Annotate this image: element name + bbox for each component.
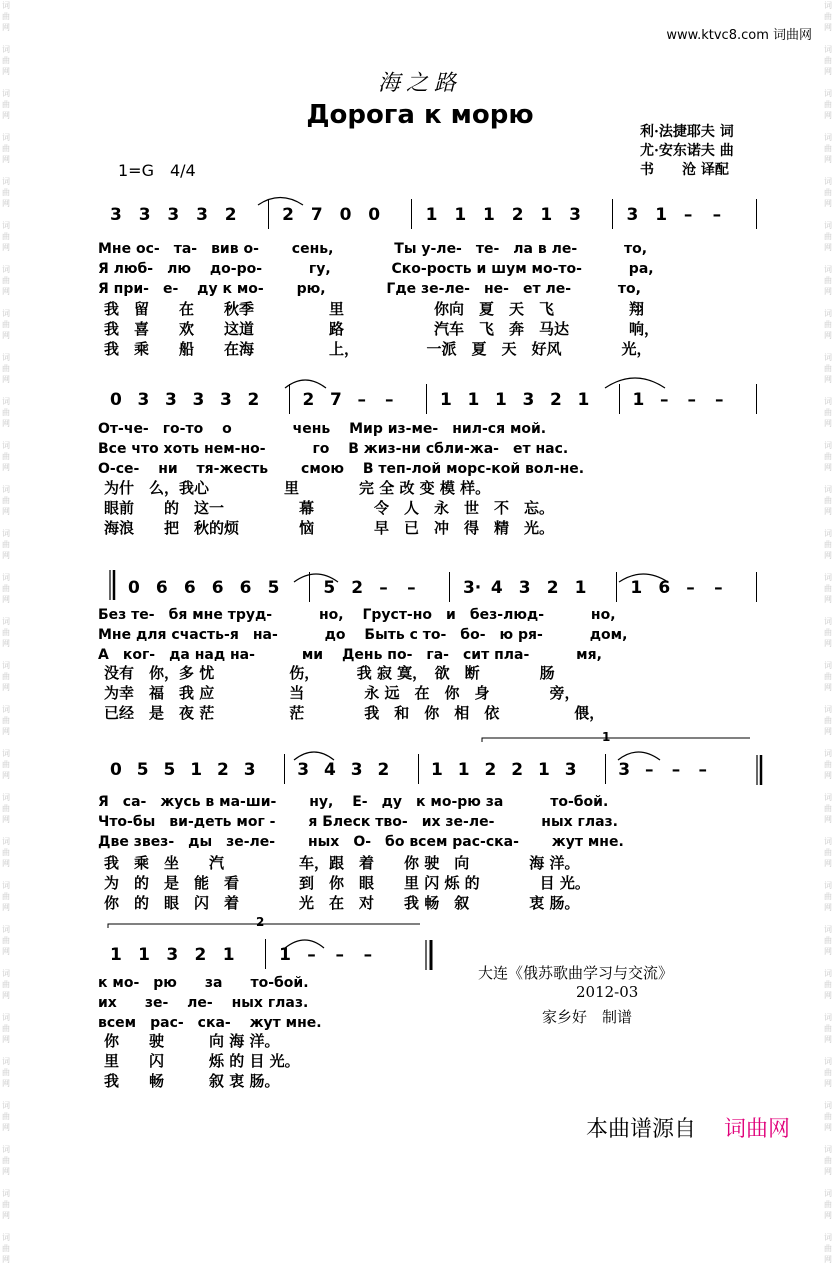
note: 1 <box>577 390 590 410</box>
note: – <box>335 945 344 965</box>
note: 4 <box>490 578 503 598</box>
lyric-russian-line: к мо- рю за то-бой. <box>98 975 309 991</box>
note: 2 <box>247 390 260 410</box>
lyric-russian-line: всем рас- ска- жут мне. <box>98 1015 322 1031</box>
note: 5 <box>267 578 280 598</box>
note: 4 <box>324 760 336 780</box>
note: 1 <box>574 578 587 598</box>
note: 0 <box>368 205 381 225</box>
note: 0 <box>128 578 140 598</box>
note: 3 <box>192 390 205 410</box>
note: 3 <box>165 390 177 410</box>
note: 1 <box>222 945 235 965</box>
note: – <box>407 578 416 598</box>
credit-translation: 书 沧 译配 <box>640 162 729 178</box>
note: 0 <box>339 205 352 225</box>
note: 5 <box>323 578 336 598</box>
note: – <box>687 390 696 410</box>
note: 1 <box>190 760 203 780</box>
note: 2 <box>302 390 315 410</box>
note: 6 <box>211 578 224 598</box>
note: 3 <box>243 760 256 780</box>
note: 2 <box>351 578 364 598</box>
note: 0 <box>110 760 122 780</box>
note: 6 <box>658 578 671 598</box>
note: 3 <box>138 205 151 225</box>
lyric-russian-line: Две звез- ды зе-ле- ных О- бо всем рас-ска- жут мне. <box>98 834 624 850</box>
note: 1 <box>632 390 645 410</box>
note: 3 <box>110 205 122 225</box>
note: – <box>363 945 373 965</box>
source-label: 本曲谱源自 <box>586 1117 697 1142</box>
note: 5 <box>136 760 149 780</box>
note: – <box>714 578 723 598</box>
note: 6 <box>183 578 196 598</box>
lyric-russian-line: Я при- е- ду к мо- рю, Где зе-ле- не- ет ле- то, <box>98 281 641 297</box>
lyric-chinese-line: 海浪 把 秋的烦 恼 早 已 冲 得 精 光。 <box>104 519 555 537</box>
lyric-chinese-line: 我 畅 叙 衷 肠。 <box>104 1072 280 1090</box>
note: 1 <box>425 205 438 225</box>
note: 2 <box>217 760 229 780</box>
note: 1 <box>457 760 470 780</box>
note: 6 <box>239 578 252 598</box>
note: 5 <box>163 760 176 780</box>
lyric-chinese-line: 为 的 是 能 看 到 你 眼 里 闪 烁 的 目 光。 <box>104 874 590 892</box>
note: 2 <box>511 760 524 780</box>
note: 3 <box>618 760 631 780</box>
note: – <box>683 205 693 225</box>
note: 3 <box>522 390 535 410</box>
footer-date: 2012-03 <box>576 983 639 1001</box>
lyric-chinese-line: 我 乘 船 在海 上， 一派 夏 天 好风 光， <box>104 340 652 358</box>
lyric-chinese-line: 已经 是 夜 茫 茫 我 和 你 相 依 偎， <box>104 704 605 722</box>
note: – <box>712 205 722 225</box>
note: 1 <box>655 205 668 225</box>
note: 2 <box>511 205 524 225</box>
note: 0 <box>110 390 122 410</box>
note: – <box>715 390 724 410</box>
lyric-russian-line: А ког- да над на- ми День по- га- сит пла- мя, <box>98 647 602 663</box>
lyric-russian-line: Без те- бя мне труд- но, Груст-но и без-люд- но, <box>98 607 616 623</box>
note: 1 <box>138 945 151 965</box>
key-signature: 1=G 4/4 <box>118 161 196 180</box>
note: 1 <box>454 205 467 225</box>
note: 2 <box>550 390 562 410</box>
note: – <box>385 390 394 410</box>
footer-maker: 家乡好 制谱 <box>542 1008 633 1026</box>
lyric-chinese-line: 眼前 的 这一 幕 令 人 永 世 不 忘。 <box>104 499 555 517</box>
note: 2 <box>546 578 559 598</box>
lyric-chinese-line: 我 乘 坐 汽 车，跟 着 你 驶 向 海 洋。 <box>104 854 580 872</box>
note: 3 <box>626 205 639 225</box>
watermark-left: 词 曲 网 词 曲 网 词 曲 网 词 曲 网 词 曲 网 词 曲 网 词 曲 网 词 曲 网 词 曲 网 词 曲 网 词 曲 网 词 曲 网 词 曲 网 词 曲 网 词 曲 网 词 曲 网 词 曲 网 词 曲 网 词 曲 网 词 曲 网 词 曲 网 词 曲 网 词 曲 网 词 曲 网 词 曲 网 词 曲 网 词 曲 网 词 曲 网 词 曲 网 <box>2 1 10 1264</box>
note: 2 <box>224 205 237 225</box>
note: 1 <box>630 578 643 598</box>
credit-lyrics: 利·法捷耶夫 词 <box>640 124 734 140</box>
lyric-chinese-line: 你 驶 向 海 洋。 <box>104 1032 280 1050</box>
lyric-russian-line: их зе- ле- ных глаз. <box>98 995 309 1011</box>
note: – <box>686 578 695 598</box>
lyric-chinese-line: 为幸 福 我 应 当 永 远 在 你 身 旁， <box>104 684 580 702</box>
lyric-russian-line: От-че- го-то о чень Мир из-ме- нил-ся мой. <box>98 421 547 437</box>
title-chinese: 海之路 <box>377 71 462 96</box>
lyric-russian-line: О-се- ни тя-жесть смою В теп-лой морс-кой вол-не. <box>98 461 585 477</box>
lyric-russian-line: Все что хоть нем-но- го В жиз-ни сбли-жа- ет нас. <box>98 441 569 457</box>
lyric-chinese-line: 为什 么，我心 里 完 全 改 变 模 样。 <box>104 479 491 497</box>
note: 1 <box>467 390 480 410</box>
lyric-russian-line: Что-бы ви-деть мог - я Блеск тво- их зе-ле- ных глаз. <box>98 814 619 830</box>
note: – <box>307 945 316 965</box>
credit-music: 尤·安东诺夫 曲 <box>640 143 734 159</box>
note: 3 <box>196 205 208 225</box>
lyric-chinese-line: 没有 你，多 忧 伤， 我 寂 寞， 欲 断 肠 <box>104 664 555 682</box>
note: 2 <box>484 760 497 780</box>
note: 3· <box>462 578 482 598</box>
note: 3 <box>564 760 577 780</box>
lyric-russian-line: Мне ос- та- вив о- сень, Ты у-ле- те- ла в ле- то, <box>98 241 648 257</box>
note: 3 <box>297 760 310 780</box>
note: 1 <box>279 945 291 965</box>
note: 7 <box>310 205 323 225</box>
note: 3 <box>167 205 180 225</box>
note: – <box>645 760 654 780</box>
note: – <box>660 390 669 410</box>
note: 1 <box>431 760 443 780</box>
note: 1 <box>540 205 553 225</box>
note: – <box>698 760 707 780</box>
note: 1 <box>495 390 507 410</box>
note: – <box>357 390 366 410</box>
lyric-russian-line: Мне для счасть-я на- до Быть с то- бо- ю ря- дом, <box>98 627 628 643</box>
note: 2 <box>194 945 207 965</box>
footer-org: 大连《俄苏歌曲学习与交流》 <box>478 964 674 982</box>
lyric-russian-line: Я люб- лю до-ро- гу, Ско-рость и шум мо-то- ра, <box>98 261 654 277</box>
note: 3 <box>166 945 179 965</box>
note: 3 <box>137 390 150 410</box>
brand-logo[interactable]: 词曲网 <box>724 1117 791 1142</box>
note: 1 <box>483 205 495 225</box>
note: – <box>379 578 388 598</box>
lyric-chinese-line: 我 喜 欢 这道 路 汽车 飞 奔 马达 响， <box>104 320 660 338</box>
volta-number: 1 <box>602 730 611 744</box>
note: 3 <box>220 390 232 410</box>
note: 2 <box>377 760 390 780</box>
note: 1 <box>440 390 452 410</box>
note: 3 <box>518 578 531 598</box>
note: 3 <box>350 760 363 780</box>
watermark-right: 词 曲 网 词 曲 网 词 曲 网 词 曲 网 词 曲 网 词 曲 网 词 曲 网 词 曲 网 词 曲 网 词 曲 网 词 曲 网 词 曲 网 词 曲 网 词 曲 网 词 曲 网 词 曲 网 词 曲 网 词 曲 网 词 曲 网 词 曲 网 词 曲 网 词 曲 网 词 曲 网 词 曲 网 词 曲 网 词 曲 网 词 曲 网 词 曲 网 词 曲 网 <box>824 1 832 1264</box>
note: 6 <box>155 578 168 598</box>
note: 2 <box>282 205 295 225</box>
lyric-russian-line: Я са- жусь в ма-ши- ну, Е- ду к мо-рю за то-бой. <box>98 794 609 810</box>
note: 1 <box>538 760 550 780</box>
lyric-chinese-line: 你 的 眼 闪 着 光 在 对 我 畅 叙 衷 肠。 <box>104 894 580 912</box>
lyric-chinese-line: 里 闪 烁 的 目 光。 <box>104 1052 300 1070</box>
volta-number: 2 <box>256 915 265 929</box>
site-url[interactable]: www.ktvc8.com 词曲网 <box>666 28 812 43</box>
lyric-chinese-line: 我 留 在 秋季 里 你向 夏 天 飞 翔 <box>104 300 645 318</box>
note: 1 <box>110 945 122 965</box>
note: 3 <box>569 205 581 225</box>
note: – <box>671 760 681 780</box>
title-russian: Дорога к морю <box>306 100 534 130</box>
note: 7 <box>330 390 342 410</box>
